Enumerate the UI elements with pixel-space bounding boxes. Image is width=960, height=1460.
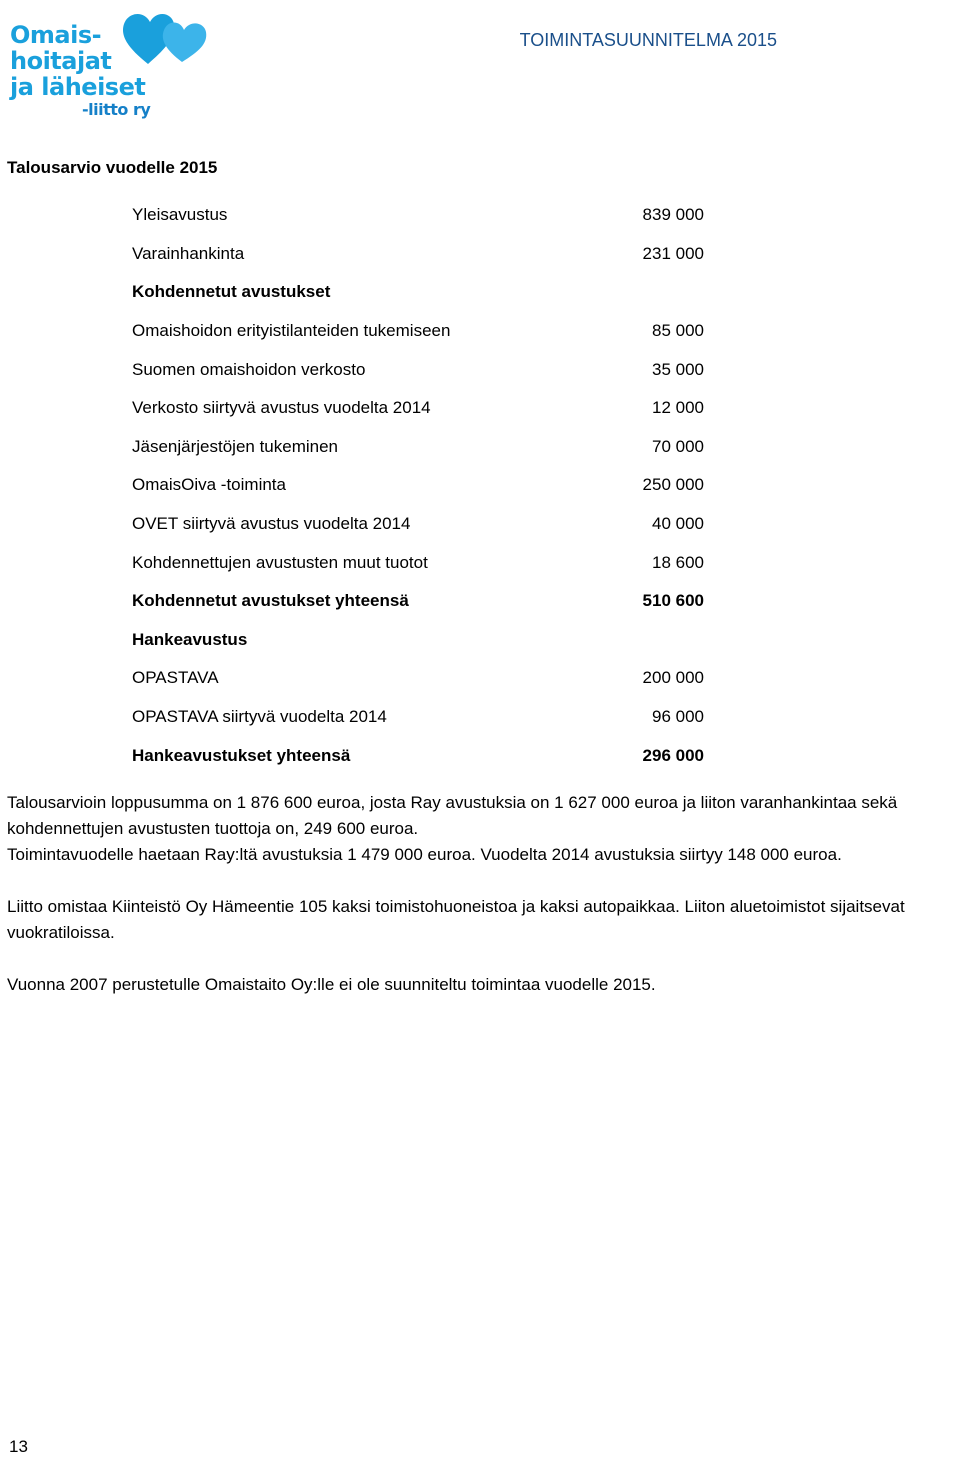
budget-value: 200 000 xyxy=(642,668,704,688)
budget-label: Verkosto siirtyvä avustus vuodelta 2014 xyxy=(132,398,431,418)
budget-value: 510 600 xyxy=(642,591,704,611)
budget-label: Omaishoidon erityistilanteiden tukemiseen xyxy=(132,321,451,341)
budget-row xyxy=(132,235,704,274)
budget-label: Kohdennetut avustukset yhteensä xyxy=(132,591,409,611)
budget-value: 70 000 xyxy=(652,436,704,456)
budget-label: Jäsenjärjestöjen tukeminen xyxy=(132,436,339,456)
budget-value: 231 000 xyxy=(642,243,704,263)
budget-label: OVET siirtyvä avustus vuodelta 2014 xyxy=(132,514,411,534)
budget-value: 839 000 xyxy=(642,205,704,225)
budget-row xyxy=(132,659,704,698)
budget-row xyxy=(132,736,704,775)
document-title: TOIMINTASUUNNITELMA 2015 xyxy=(519,30,777,50)
budget-label: Hankeavustus xyxy=(132,629,248,649)
budget-label: Kohdennettujen avustusten muut tuotot xyxy=(132,552,428,572)
budget-value: 18 600 xyxy=(652,552,704,572)
budget-label: Suomen omaishoidon verkosto xyxy=(132,359,366,379)
logo-line-3: ja läheiset xyxy=(10,73,146,101)
paragraph-total: Talousarvioin loppusumma on 1 876 600 euroa, josta Ray avustuksia on 1 627 000 euroa ja liiton varanhankintaa sekä kohdennettujen avustusten tuottoja on, 249 600 euroa. xyxy=(7,793,898,838)
budget-value: 85 000 xyxy=(652,321,704,341)
budget-row xyxy=(132,621,704,660)
budget-row xyxy=(132,312,704,351)
budget-label: Varainhankinta xyxy=(132,243,245,263)
budget-row xyxy=(132,350,704,389)
budget-label: OmaisOiva -toiminta xyxy=(132,475,286,495)
organization-logo xyxy=(6,4,216,128)
budget-value: 296 000 xyxy=(642,745,704,765)
budget-row xyxy=(132,273,704,312)
paragraph-company: Vuonna 2007 perustetulle Omaistaito Oy:lle ei ole suunniteltu toimintaa vuodelle 2015. xyxy=(7,975,656,994)
budget-row xyxy=(132,543,704,582)
budget-value: 96 000 xyxy=(652,707,704,727)
budget-row xyxy=(132,505,704,544)
paragraph-applied: Toimintavuodelle haetaan Ray:ltä avustuksia 1 479 000 euroa. Vuodelta 2014 avustuksia siirtyy 148 000 euroa. xyxy=(7,845,842,864)
budget-row xyxy=(132,698,704,737)
budget-label: OPASTAVA xyxy=(132,668,219,688)
paragraph-property: Liitto omistaa Kiinteistö Oy Hämeentie 105 kaksi toimistohuoneistoa ja kaksi autopaikkaa. Liiton aluetoimistot sijaitsevat vuokratiloissa. xyxy=(7,897,905,942)
budget-value: 250 000 xyxy=(642,475,704,495)
budget-label: Kohdennetut avustukset xyxy=(132,282,331,302)
budget-row xyxy=(132,389,704,428)
budget-table xyxy=(132,196,704,775)
logo-line-1: Omais- xyxy=(10,21,102,49)
budget-label: Yleisavustus xyxy=(132,205,228,225)
budget-value: 35 000 xyxy=(652,359,704,379)
budget-value: 40 000 xyxy=(652,514,704,534)
body-text xyxy=(7,790,957,1024)
budget-label: OPASTAVA siirtyvä vuodelta 2014 xyxy=(132,707,387,727)
budget-row xyxy=(132,196,704,235)
section-title: Talousarvio vuodelle 2015 xyxy=(7,158,218,177)
budget-row xyxy=(132,428,704,467)
page-number: 13 xyxy=(9,1437,28,1456)
budget-row xyxy=(132,466,704,505)
logo-line-4: -liitto ry xyxy=(82,100,151,119)
budget-label: Hankeavustukset yhteensä xyxy=(132,745,351,765)
budget-row xyxy=(132,582,704,621)
logo-line-2: hoitajat xyxy=(10,47,112,75)
budget-value: 12 000 xyxy=(652,398,704,418)
